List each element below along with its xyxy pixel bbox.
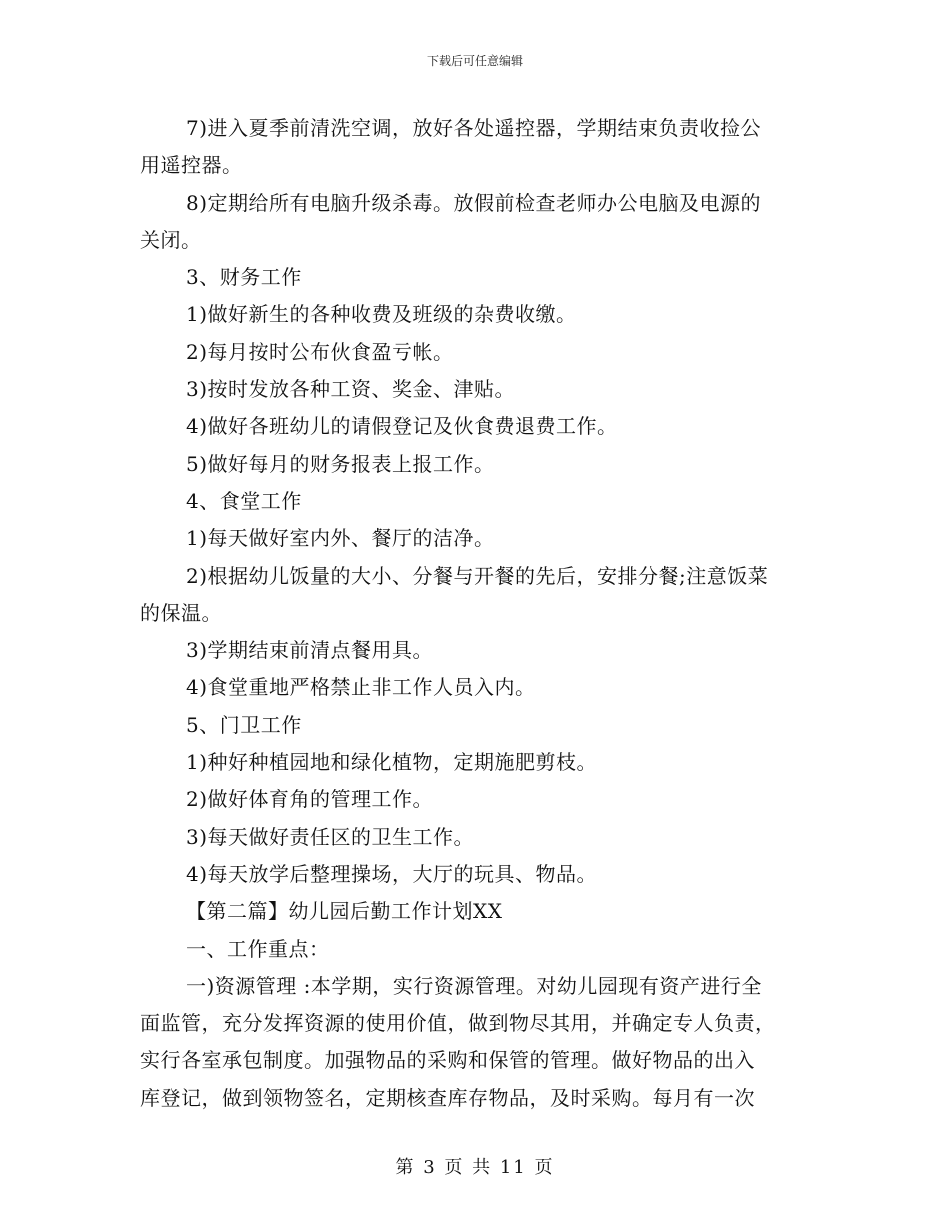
text-line: 4、食堂工作 bbox=[186, 488, 302, 513]
text-line: 5、门卫工作 bbox=[186, 712, 302, 737]
text-line: 2)根据幼儿饭量的大小、分餐与开餐的先后，安排分餐;注意饭菜 bbox=[186, 563, 769, 588]
text-line: 关闭。 bbox=[140, 227, 202, 252]
text-line: 3)按时发放各种工资、奖金、津贴。 bbox=[186, 377, 516, 402]
text-line: 面监管，充分发挥资源的使用价值，做到物尽其用，并确定专人负责， bbox=[140, 1011, 776, 1036]
page-number-footer: 第 3 页 共 11 页 bbox=[395, 1157, 555, 1178]
text-line: 1)每天做好室内外、餐厅的洁净。 bbox=[186, 526, 495, 551]
text-line: 3、财务工作 bbox=[186, 265, 302, 290]
text-line: 3)每天做好责任区的卫生工作。 bbox=[186, 824, 475, 849]
text-line: 一)资源管理 :本学期，实行资源管理。对幼儿园现有资产进行全 bbox=[186, 973, 762, 998]
text-line: 实行各室承包制度。加强物品的采购和保管的管理。做好物品的出入 bbox=[140, 1048, 755, 1073]
text-line: 7)进入夏季前清洗空调，放好各处遥控器，学期结束负责收捡公 bbox=[186, 116, 762, 140]
text-line: 一、工作重点： bbox=[186, 936, 330, 961]
text-line: 库登记，做到领物签名，定期核查库存物品，及时采购。每月有一次 bbox=[140, 1085, 755, 1110]
document-body bbox=[140, 110, 810, 1117]
text-line: 4)食堂重地严格禁止非工作人员入内。 bbox=[186, 675, 536, 700]
text-line: 4)做好各班幼儿的请假登记及伙食费退费工作。 bbox=[186, 414, 618, 439]
text-line: 5)做好每月的财务报表上报工作。 bbox=[186, 451, 495, 476]
text-line: 1)做好新生的各种收费及班级的杂费收缴。 bbox=[186, 302, 577, 327]
text-line: 3)学期结束前清点餐用具。 bbox=[186, 638, 434, 663]
text-line: 的保温。 bbox=[140, 600, 222, 625]
text-line: 8)定期给所有电脑升级杀毒。放假前检查老师办公电脑及电源的 bbox=[186, 190, 762, 215]
page-header-note: 下载后可任意编辑 bbox=[426, 54, 523, 68]
text-line: 用遥控器。 bbox=[140, 153, 243, 178]
text-line: 4)每天放学后整理操场，大厅的玩具、物品。 bbox=[186, 861, 598, 886]
text-line: 1)种好种植园地和绿化植物，定期施肥剪枝。 bbox=[186, 750, 598, 775]
text-line: 2)每月按时公布伙食盈亏帐。 bbox=[186, 339, 454, 364]
text-line: 【第二篇】幼儿园后勤工作计划XX bbox=[186, 899, 503, 924]
text-line: 2)做好体育角的管理工作。 bbox=[186, 787, 434, 812]
